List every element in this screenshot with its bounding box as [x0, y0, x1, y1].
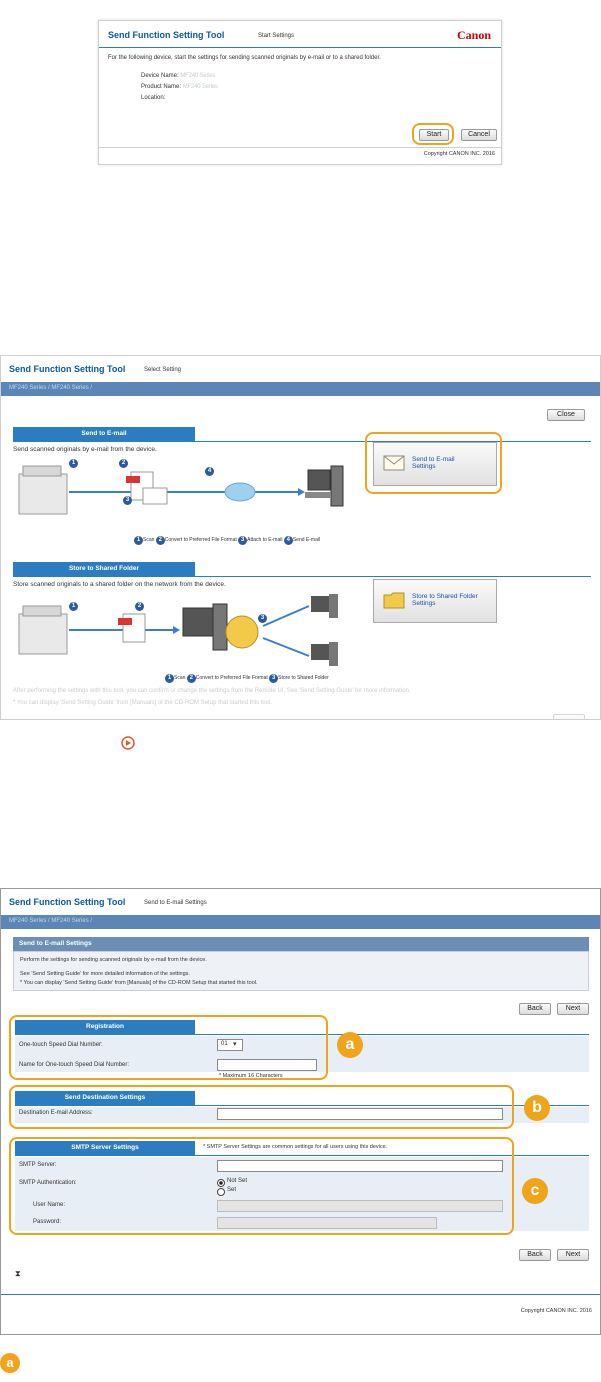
section-smtp-server-settings: SMTP Server Settings — [15, 1141, 195, 1155]
user-name-label: User Name: — [33, 1202, 66, 1208]
page-subtitle: Select Setting — [144, 367, 182, 373]
callout-c: c — [522, 1178, 548, 1204]
section-send-to-email: Send to E-mail — [13, 427, 195, 441]
smtp-note: * SMTP Server Settings are common settings for all users using this device. — [203, 1144, 388, 1150]
manuals-note: * You can display 'Send Setting Guide' from [Manuals] of the CD-ROM Setup that started this tool. — [13, 700, 273, 706]
password-label: Password: — [33, 1219, 62, 1225]
callout-b: b — [524, 1095, 550, 1121]
close-button[interactable]: Close — [547, 409, 585, 421]
faded-close-button[interactable] — [553, 714, 585, 720]
scroll-to-top-icon[interactable]: ⧗ — [15, 1269, 21, 1278]
breadcrumb: MF240 Series / MF240 Series / — [1, 382, 601, 396]
destination-email-label: Destination E-mail Address: — [19, 1110, 93, 1116]
device-name-value: MF240 Series — [180, 73, 216, 79]
back-button-bottom[interactable]: Back — [519, 1249, 551, 1261]
folder-description: Store scanned originals to a shared folder on the network from the device. — [13, 581, 226, 588]
email-steps-legend: 1 Scan 2 Convert to Preferred File Format 3 Attach to E-mail 4 Send E-mail — [134, 536, 320, 545]
app-title: Send Function Setting Tool — [108, 30, 225, 40]
app-title: Send Function Setting Tool — [9, 897, 126, 907]
printer-icon — [19, 474, 67, 514]
one-touch-number-label: One-touch Speed Dial Number: — [19, 1042, 103, 1048]
remote-ui-note: After performing the settings with this tool, you can confirm or change the settings from the Remote UI. See 'Send Setting Guide' for more information. — [13, 688, 411, 694]
copyright: Copyright CANON INC. 2016 — [423, 151, 495, 157]
step-2-icon: 2 — [119, 459, 128, 468]
section-store-to-shared-folder: Store to Shared Folder — [13, 562, 195, 576]
one-touch-number-select[interactable]: 01 ▾ — [217, 1039, 243, 1051]
folder-icon — [383, 591, 405, 609]
shared-folder-icon — [226, 616, 258, 648]
start-settings-window — [98, 20, 502, 165]
device-name-label: Device Name: — [141, 73, 179, 79]
next-button[interactable]: Next — [557, 1003, 589, 1015]
smtp-server-label: SMTP Server: — [19, 1162, 57, 1168]
copyright: Copyright CANON INC. 2016 — [520, 1308, 592, 1314]
settings-header-bar: Send to E-mail Settings — [13, 937, 589, 951]
chevron-down-icon: ▾ — [233, 1041, 237, 1048]
start-button-highlight — [412, 123, 454, 145]
step-2-icon: 2 — [135, 602, 144, 611]
breadcrumb: MF240 Series / MF240 Series / — [1, 915, 601, 929]
step-1-icon: 1 — [69, 459, 78, 468]
step-1-icon: 1 — [69, 602, 78, 611]
select-setting-window — [0, 355, 601, 720]
step-3-icon: 3 — [258, 614, 267, 623]
send-to-email-settings-label: Send to E-mail Settings — [412, 456, 455, 470]
start-button[interactable]: Start — [419, 129, 449, 141]
computer-icon — [308, 470, 330, 490]
store-to-shared-folder-settings-label: Store to Shared Folder Settings — [412, 593, 478, 607]
next-button-bottom[interactable]: Next — [557, 1249, 589, 1261]
smtp-highlight — [9, 1137, 514, 1235]
registration-highlight — [9, 1015, 328, 1080]
section-registration: Registration — [15, 1020, 195, 1034]
section-send-destination-settings: Send Destination Settings — [15, 1091, 195, 1105]
name-label: Name for One-touch Speed Dial Number: — [19, 1062, 130, 1068]
store-to-shared-folder-settings-button[interactable] — [373, 579, 497, 623]
back-button[interactable]: Back — [519, 1003, 551, 1015]
server-computer-icon — [183, 608, 213, 636]
email-settings-window: Send Function Setting Tool Send to E-mail Settings MF240 Series / MF240 Series / Send to E-mail Settings Perform the settings for sending scanned originals by e-mail from the device. See 'Send Setting Guide' for more detailed information of the settings. * You can display 'Send Setting Guide' from [Manuals] of the CD-ROM Setup that started this tool. Back Next Registration One-touch Speed Dial Number: 01 ▾ Name for One-touch Speed Dial Number: * Maximum 16 Characters a Send Destination Settings Destination E-mail Address: b SMTP Server Settings * SMTP Server Settings are common settings for all users using this device. SMTP Server: SMTP Authentication: Not Set Set User Name: Password: c Back Next ⧗ Copyright CANON INC. 2016 — [0, 888, 601, 1335]
settings-description-box: Perform the settings for sending scanned originals by e-mail from the device. See 'Send Setting Guide' for more detailed information of the settings. * You can display 'Send Setting Guide' from [Manuals] of the CD-ROM Setup that started this tool. — [13, 951, 589, 991]
product-name-label: Product Name: — [141, 84, 182, 90]
printer-icon — [19, 614, 67, 654]
network-globe-icon — [225, 483, 255, 501]
page-subtitle: Start Settings — [258, 33, 295, 39]
smtp-auth-label: SMTP Authentication: — [19, 1180, 77, 1186]
cancel-button[interactable]: Cancel — [461, 129, 497, 141]
step-3-icon: 3 — [123, 496, 132, 505]
callout-a: a — [337, 1032, 363, 1058]
client-computer-icon — [311, 596, 329, 612]
envelope-icon — [143, 488, 167, 504]
intro-text: For the following device, start the settings for sending scanned originals by e-mail or to a shared folder. — [108, 55, 381, 61]
destination-highlight — [9, 1085, 514, 1129]
next-step-arrow-icon — [121, 736, 135, 750]
page-subtitle: Send to E-mail Settings — [144, 900, 207, 906]
app-title: Send Function Setting Tool — [9, 364, 126, 374]
folder-steps-legend: 1 Scan 2 Convert to Preferred File Format 3 Store to Shared Folder — [165, 674, 329, 683]
email-flow-diagram — [13, 456, 353, 526]
callout-a-footnote: a — [0, 1353, 20, 1373]
canon-logo: Canon — [456, 28, 491, 42]
product-name-value: MF240 Series — [182, 84, 218, 90]
step-4-icon: 4 — [205, 467, 214, 476]
name-max-note: * Maximum 16 Characters — [219, 1073, 283, 1079]
email-description: Send scanned originals by e-mail from the device. — [13, 446, 157, 453]
client-computer-icon — [311, 644, 329, 660]
location-label: Location: — [141, 95, 166, 101]
folder-flow-diagram — [13, 592, 353, 672]
email-settings-highlight — [365, 432, 502, 494]
